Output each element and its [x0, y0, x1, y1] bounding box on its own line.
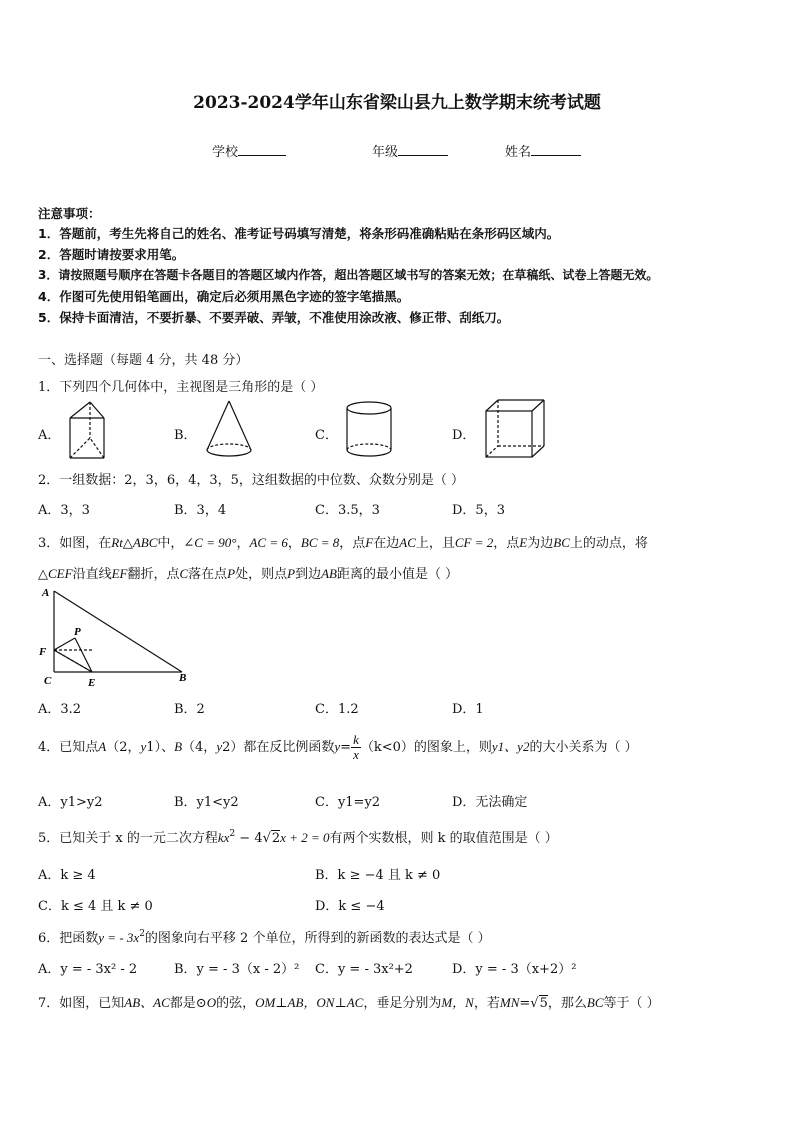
label-e: E: [88, 677, 96, 689]
notice-item-4: 4．作图可先使用铅笔画出，确定后必须用黑色字迹的签字笔描黑。: [38, 289, 410, 304]
notice-item-1: 1．答题前，考生先将自己的姓名、准考证号码填写清楚，将条形码准确粘贴在条形码区域内。: [38, 226, 560, 241]
school-label: 学校: [212, 145, 239, 160]
name-label: 姓名: [505, 145, 532, 160]
question-2-stem: 2．一组数据：2，3，6，4，3，5，这组数据的中位数、众数分别是（ ）: [38, 473, 465, 488]
label-p: P: [74, 626, 81, 638]
q5-option-a: A．k ≥ 4: [38, 868, 96, 883]
fraction-k-over-x: $\frac{k}{x}$: [353, 732, 359, 762]
grade-field: [372, 141, 448, 160]
question-6-stem: 6．把函数y = - $3x^2$的图象向右平移 2 个单位，所得到的新函数的表达式是（ ）: [38, 929, 491, 946]
q5-option-d: D．k ≤ −4: [315, 899, 385, 914]
cube-icon: [482, 397, 548, 463]
cone-icon: [202, 398, 258, 462]
school-blank: [238, 142, 286, 156]
name-blank: [531, 142, 581, 156]
q6-option-a: A．y = - 3x² - 2: [38, 962, 138, 977]
label-f: F: [39, 646, 47, 658]
q1-option-a-label: A．: [38, 428, 61, 443]
q1-option-c-label: C．: [315, 428, 338, 443]
q3-option-d: D．1: [452, 702, 484, 717]
q6-option-c: C．y = - 3x²+2: [315, 962, 413, 977]
grade-label: 年级: [372, 145, 399, 160]
notice-item-5: 5．保持卡面清洁，不要折暴、不要弄破、弄皱，不准使用涂改液、修正带、刮纸刀。: [38, 310, 510, 325]
q5-option-c: C．k ≤ 4 且 k ≠ 0: [38, 899, 153, 914]
grade-blank: [398, 142, 448, 156]
notice-item-3: 3．请按照题号顺序在答题卡各题目的答题区域内作答，超出答题区域书写的答案无效；在草稿纸、试卷上答题无效。: [38, 268, 659, 282]
question-1-stem: 1．下列四个几何体中，主视图是三角形的是（ ）: [38, 380, 324, 395]
edge-fp: [54, 638, 75, 650]
question-4-stem: 4．已知点A（2，y1）、B（4，y2）都在反比例函数y= $\frac{k}{x}$ （k<0）的图象上，则y1、y2的大小关系为（ ）: [38, 732, 638, 762]
label-c: C: [44, 675, 52, 687]
page-title: 2023-2024学年山东省梁山县九上数学期末统考试题: [193, 93, 601, 113]
q2-option-b: B．3，4: [174, 503, 227, 518]
q5-option-b: B．k ≥ −4 且 k ≠ 0: [315, 868, 441, 883]
q3-option-a: A．3.2: [38, 702, 82, 717]
q2-option-c: C．3.5，3: [315, 503, 380, 518]
notice-heading: 注意事项：: [38, 206, 101, 221]
question-3-line-1: 3．如图，在Rt△ABC中，∠C = 90°，AC = 6，BC = 8，点F在边AC上，且CF = 2，点E为边BC上的动点，将: [38, 535, 648, 551]
q6-option-b: B．y = - 3（x - 2）²: [174, 962, 300, 977]
triangle-figure: [36, 585, 196, 690]
q4-option-c: C．y1=y2: [315, 795, 381, 810]
q2-option-a: A．3，3: [38, 503, 90, 518]
q2-option-d: D．5，3: [452, 503, 505, 518]
question-7-stem: 7．如图，已知AB、AC都是⊙O的弦，OM⊥AB，ON⊥AC，垂足分别为M，N，若MN=√5，那么BC等于（ ）: [38, 995, 660, 1011]
question-5-stem: 5．已知关于 x 的一元二次方程$kx^2 - 4√2x + 2 = 0$有两个实数根，则 k 的取值范围是（ ）: [38, 829, 558, 846]
q6-option-d: D．y = - 3（x+2）²: [452, 962, 577, 977]
q4-option-d: D．无法确定: [452, 795, 528, 810]
q3-option-c: C．1.2: [315, 702, 359, 717]
q1-option-b-label: B．: [174, 428, 197, 443]
q4-option-b: B．y1<y2: [174, 795, 239, 810]
q1-option-d-label: D．: [452, 428, 476, 443]
name-field: [505, 141, 581, 160]
section-heading: 一、选择题（每题 4 分，共 48 分）: [38, 353, 249, 368]
notice-item-2: 2．答题时请按要求用笔。: [38, 247, 185, 262]
q4-option-a: A．y1>y2: [38, 795, 103, 810]
label-a: A: [42, 587, 50, 599]
school-field: [212, 141, 286, 160]
label-b: B: [179, 672, 187, 684]
cylinder-icon: [342, 398, 398, 462]
prism-icon: [64, 398, 124, 462]
question-3-line-2: △CEF沿直线EF翻折，点C落在点P处，则点P到边AB距离的最小值是（ ）: [38, 566, 459, 582]
q3-option-b: B．2: [174, 702, 205, 717]
